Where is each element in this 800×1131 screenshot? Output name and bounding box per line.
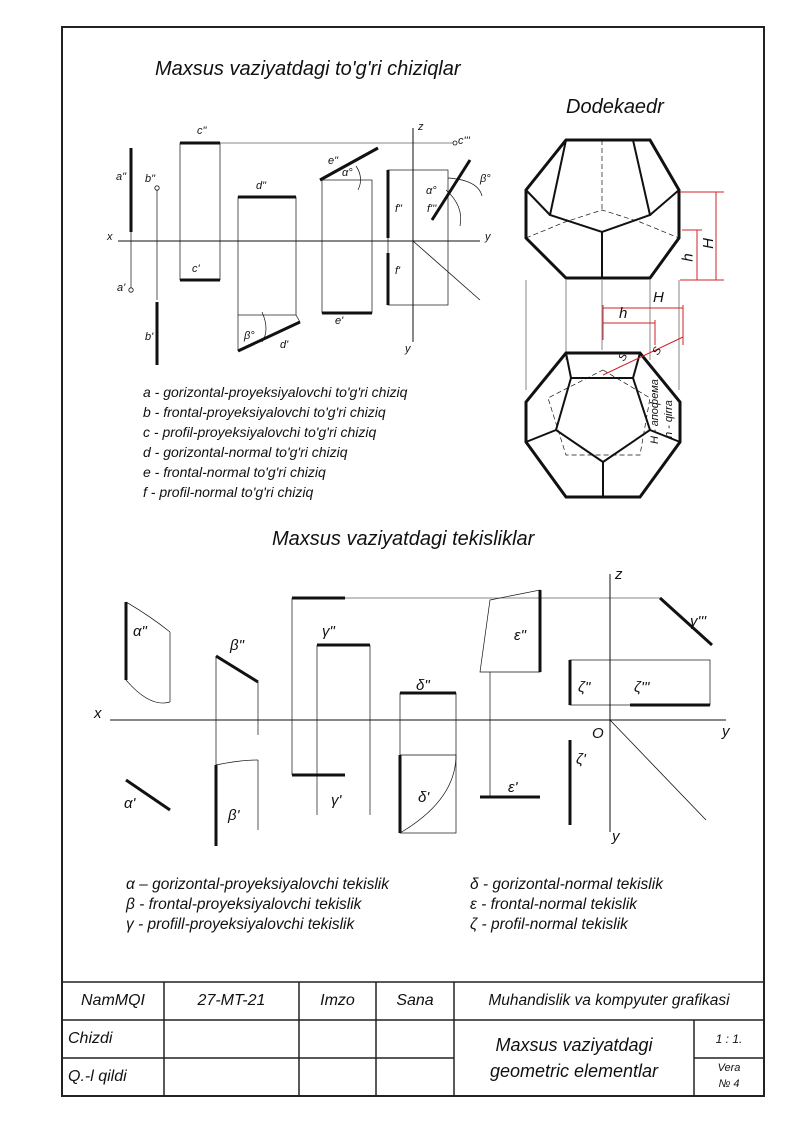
angle-alpha-e: α°	[342, 167, 353, 179]
label-b2: b"	[145, 173, 156, 185]
label-beta2: β"	[230, 637, 244, 654]
note-edge: h - qirra	[663, 400, 675, 438]
dim-h-top: h	[619, 305, 628, 322]
legend-line-e: e - frontal-normal to'g'ri chiziq	[143, 464, 326, 480]
angle-beta-f: β°	[480, 173, 491, 185]
dim-s1: S	[616, 351, 631, 364]
planes-axis-z: z	[615, 566, 623, 583]
legend-line-c: c - profil-proyeksiyalovchi to'g'ri chiziq	[143, 424, 377, 440]
label-alpha2: α"	[133, 623, 147, 640]
label-a1: a'	[117, 282, 126, 294]
legend-plane-alpha: α – gorizontal-proyeksiyalovchi tekislik	[126, 876, 389, 893]
label-zeta3: ζ'''	[634, 679, 650, 696]
legend-plane-zeta: ζ - profil-normal tekislik	[470, 916, 628, 933]
lines-section-title: Maxsus vaziyatdagi to'g'ri chiziqlar	[155, 58, 461, 80]
axis-y-down-label: y	[405, 343, 411, 355]
tb-drawing-title-2: geometric elementlar	[489, 1060, 659, 1081]
label-d2: d"	[256, 180, 267, 192]
label-c3: c'''	[458, 135, 470, 147]
label-eps2: ε"	[514, 627, 526, 644]
tb-subject: Muhandislik va kompyuter grafikasi	[488, 992, 730, 1009]
planes-origin: O	[592, 725, 604, 742]
lines-projections	[118, 125, 482, 365]
tb-signature: Imzo	[320, 992, 355, 1009]
planes-axis-y-down: y	[612, 828, 620, 845]
label-a2: a"	[116, 171, 127, 183]
label-zeta2: ζ"	[578, 679, 591, 696]
label-e2: e"	[328, 155, 339, 167]
angle-alpha-f: α°	[426, 185, 437, 197]
label-e1: e'	[335, 315, 344, 327]
legend-plane-delta: δ - gorizontal-normal tekislik	[470, 876, 663, 893]
label-f1: f'	[395, 265, 401, 277]
angle-beta-d: β°	[244, 330, 255, 342]
label-f2: f"	[395, 203, 402, 215]
dimension-lines	[603, 192, 724, 375]
planes-section-title: Maxsus vaziyatdagi tekisliklar	[272, 528, 535, 550]
label-alpha1: α'	[124, 795, 136, 812]
label-d1: d'	[280, 339, 289, 351]
label-b1: b'	[145, 331, 154, 343]
label-beta1: β'	[228, 807, 240, 824]
dim-h-front: h	[679, 253, 697, 262]
legend-line-a: a - gorizontal-proyeksiyalovchi to'g'ri chiziq	[143, 384, 408, 400]
dim-H-top: H	[653, 289, 664, 306]
tb-drawn: Chizdi	[68, 1030, 113, 1047]
label-zeta1: ζ'	[576, 751, 586, 768]
axis-z-label: z	[418, 121, 424, 133]
label-gamma1: γ'	[331, 792, 342, 809]
tb-sheet-label: Vera	[717, 1062, 741, 1074]
label-delta2: δ"	[416, 677, 430, 694]
axis-y-label: y	[485, 231, 491, 243]
legend-plane-epsilon: ε - frontal-normal tekislik	[470, 896, 638, 913]
note-apothem: H - апофема	[649, 379, 661, 444]
label-c2: c"	[197, 125, 207, 137]
legend-line-f: f - profil-normal to'g'ri chiziq	[143, 484, 314, 500]
label-gamma2: γ"	[322, 623, 335, 640]
label-delta1: δ'	[418, 789, 430, 806]
planes-axis-x: x	[94, 705, 102, 722]
label-c1: c'	[192, 263, 200, 275]
label-eps1: ε'	[508, 779, 518, 796]
tb-organization: NamMQI	[81, 992, 145, 1009]
label-f3: f'''	[427, 203, 437, 215]
tb-drawing-title-1: Maxsus vaziyatdagi	[495, 1034, 653, 1055]
tb-sheet-number: № 4	[718, 1078, 740, 1090]
label-gamma3: γ'''	[690, 613, 707, 630]
planes-axis-y: y	[722, 723, 730, 740]
dim-H-front: H	[699, 238, 717, 249]
tb-scale: 1 : 1.	[715, 1032, 743, 1046]
tb-date: Sana	[396, 992, 434, 1009]
legend-plane-beta: β - frontal-proyeksiyalovchi tekislik	[126, 896, 362, 913]
tb-group: 27-MT-21	[197, 992, 266, 1009]
legend-plane-gamma: γ - profill-proyeksiyalovchi tekislik	[126, 916, 355, 933]
dodecahedron-title: Dodekaedr	[566, 96, 664, 118]
legend-line-d: d - gorizontal-normal to'g'ri chiziq	[143, 444, 348, 460]
legend-line-b: b - frontal-proyeksiyalovchi to'g'ri chiziq	[143, 404, 386, 420]
tb-checked: Q.-l qildi	[68, 1068, 127, 1085]
dim-s2: S	[650, 345, 665, 358]
axis-x-label: x	[107, 231, 113, 243]
